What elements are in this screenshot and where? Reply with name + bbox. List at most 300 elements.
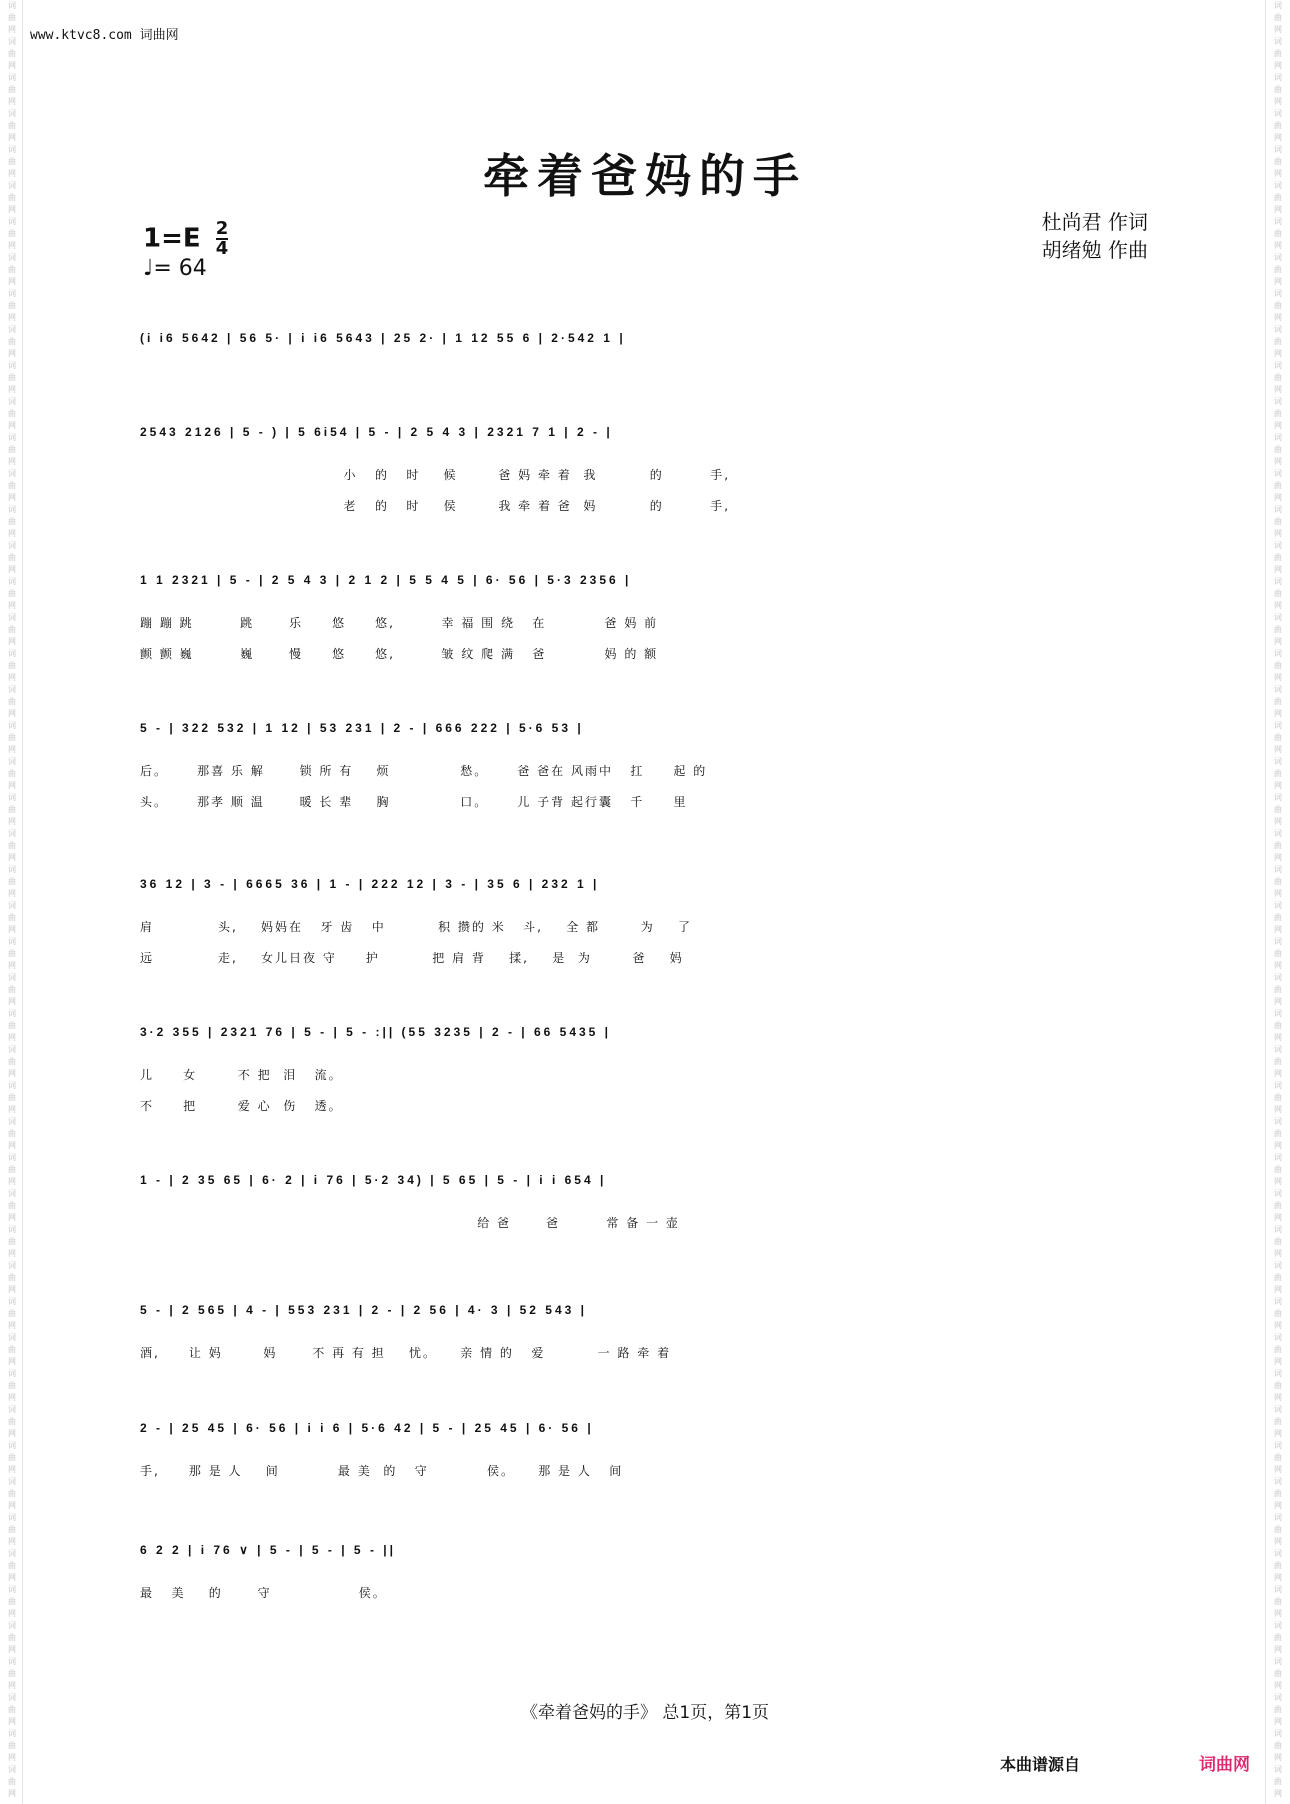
watermark-glyph: 曲 xyxy=(1274,337,1282,346)
watermark-glyph: 网 xyxy=(1274,313,1282,322)
score-system xyxy=(140,412,1148,522)
watermark-glyph: 曲 xyxy=(1274,661,1282,670)
watermark-glyph: 词 xyxy=(8,253,16,262)
watermark-glyph: 网 xyxy=(8,25,16,34)
watermark-glyph: 网 xyxy=(8,529,16,538)
watermark-glyph: 网 xyxy=(1274,1681,1282,1690)
watermark-glyph: 曲 xyxy=(1274,13,1282,22)
lyric-line: 远 走, 女儿日夜 守 护 把 肩 背 揉, 是 为 爸 妈 xyxy=(140,951,684,965)
watermark-glyph: 曲 xyxy=(8,1453,16,1462)
watermark-glyph: 词 xyxy=(8,181,16,190)
watermark-glyph: 词 xyxy=(8,1729,16,1738)
right-watermark-strip xyxy=(1268,0,1288,1804)
watermark-glyph: 曲 xyxy=(8,1057,16,1066)
watermark-glyph: 网 xyxy=(1274,1285,1282,1294)
watermark-glyph: 网 xyxy=(1274,1789,1282,1798)
watermark-glyph: 词 xyxy=(1274,1657,1282,1666)
watermark-glyph: 网 xyxy=(8,565,16,574)
score-system xyxy=(140,1160,1148,1239)
watermark-glyph: 词 xyxy=(8,1,16,10)
watermark-glyph: 曲 xyxy=(1274,1741,1282,1750)
notation-line: 36 12 | 3 - | 6665 36 | 1 - | 222 12 | 3 - | 35 6 | 232 1 | xyxy=(140,877,600,891)
watermark-glyph: 网 xyxy=(1274,1753,1282,1762)
watermark-glyph: 网 xyxy=(1274,601,1282,610)
watermark-glyph: 曲 xyxy=(8,85,16,94)
watermark-glyph: 曲 xyxy=(1274,1057,1282,1066)
watermark-glyph: 词 xyxy=(1274,1441,1282,1450)
watermark-glyph: 词 xyxy=(8,937,16,946)
watermark-glyph: 词 xyxy=(8,685,16,694)
watermark-glyph: 曲 xyxy=(1274,1129,1282,1138)
song-title: 牵着爸妈的手 xyxy=(483,149,807,203)
watermark-glyph: 曲 xyxy=(8,1273,16,1282)
watermark-glyph: 词 xyxy=(8,1153,16,1162)
watermark-glyph: 网 xyxy=(8,601,16,610)
notation-line: 3·2 355 | 2321 76 | 5 - | 5 - :|| (55 3235 | 2 - | 66 5435 | xyxy=(140,1025,612,1039)
watermark-glyph: 曲 xyxy=(1274,733,1282,742)
score-system xyxy=(140,1408,1148,1487)
watermark-glyph: 网 xyxy=(1274,997,1282,1006)
watermark-glyph: 网 xyxy=(8,421,16,430)
watermark-glyph: 曲 xyxy=(8,1777,16,1786)
watermark-glyph: 曲 xyxy=(8,1093,16,1102)
watermark-glyph: 词 xyxy=(8,1189,16,1198)
watermark-glyph: 词 xyxy=(1274,145,1282,154)
watermark-glyph: 网 xyxy=(8,925,16,934)
watermark-glyph: 网 xyxy=(8,745,16,754)
watermark-glyph: 词 xyxy=(1274,1549,1282,1558)
watermark-glyph: 曲 xyxy=(1274,157,1282,166)
lyric-line: 儿 女 不 把 泪 流。 xyxy=(140,1068,343,1082)
watermark-glyph: 曲 xyxy=(8,1381,16,1390)
watermark-glyph: 曲 xyxy=(1274,1777,1282,1786)
watermark-glyph: 网 xyxy=(8,1249,16,1258)
watermark-glyph: 网 xyxy=(1274,277,1282,286)
watermark-glyph: 曲 xyxy=(1274,409,1282,418)
watermark-glyph: 词 xyxy=(8,1513,16,1522)
watermark-glyph: 词 xyxy=(8,505,16,514)
watermark-glyph: 词 xyxy=(1274,757,1282,766)
site-url[interactable]: www.ktvc8.com 词曲网 xyxy=(30,28,179,43)
watermark-glyph: 网 xyxy=(1274,1609,1282,1618)
watermark-glyph: 词 xyxy=(1274,181,1282,190)
watermark-glyph: 曲 xyxy=(1274,445,1282,454)
watermark-glyph: 词 xyxy=(8,973,16,982)
watermark-glyph: 曲 xyxy=(1274,121,1282,130)
watermark-glyph: 网 xyxy=(8,1501,16,1510)
watermark-glyph: 网 xyxy=(1274,385,1282,394)
watermark-glyph: 词 xyxy=(1274,865,1282,874)
lyric-line: 不 把 爱 心 伤 透。 xyxy=(140,1099,343,1113)
watermark-glyph: 词 xyxy=(1274,613,1282,622)
watermark-glyph: 曲 xyxy=(8,1309,16,1318)
watermark-glyph: 词 xyxy=(1274,1693,1282,1702)
watermark-glyph: 曲 xyxy=(1274,1525,1282,1534)
watermark-glyph: 网 xyxy=(1274,1105,1282,1114)
watermark-glyph: 曲 xyxy=(8,1705,16,1714)
watermark-glyph: 词 xyxy=(1274,793,1282,802)
watermark-glyph: 曲 xyxy=(8,1561,16,1570)
watermark-glyph: 词 xyxy=(8,1585,16,1594)
watermark-glyph: 词 xyxy=(1274,433,1282,442)
watermark-glyph: 曲 xyxy=(1274,1345,1282,1354)
watermark-glyph: 网 xyxy=(8,1105,16,1114)
watermark-glyph: 网 xyxy=(1274,529,1282,538)
watermark-glyph: 网 xyxy=(1274,169,1282,178)
lyric-line: 小 的 时 候 爸 妈 牵 着 我 的 手, xyxy=(140,468,731,482)
watermark-glyph: 网 xyxy=(1274,889,1282,898)
notation-line: (i i6 5642 | 56 5· | i i6 5643 | 25 2· | 1 12 55 6 | 2·542 1 | xyxy=(140,331,626,345)
watermark-glyph: 词 xyxy=(1274,721,1282,730)
lyric-line: 手, 那 是 人 间 最 美 的 守 侯。 那 是 人 间 xyxy=(140,1464,624,1478)
watermark-glyph: 词 xyxy=(8,1369,16,1378)
watermark-glyph: 曲 xyxy=(8,1417,16,1426)
watermark-glyph: 词 xyxy=(8,469,16,478)
watermark-glyph: 词 xyxy=(8,1117,16,1126)
watermark-glyph: 曲 xyxy=(1274,481,1282,490)
key-label: 1=E xyxy=(143,223,201,254)
watermark-glyph: 网 xyxy=(8,1537,16,1546)
watermark-glyph: 网 xyxy=(8,997,16,1006)
watermark-glyph: 网 xyxy=(1274,673,1282,682)
watermark-glyph: 曲 xyxy=(8,1669,16,1678)
watermark-glyph: 网 xyxy=(8,637,16,646)
watermark-glyph: 词 xyxy=(8,1405,16,1414)
watermark-glyph: 曲 xyxy=(8,1201,16,1210)
left-margin-line xyxy=(22,0,23,1804)
watermark-glyph: 词 xyxy=(8,1441,16,1450)
score-system xyxy=(140,864,1148,974)
watermark-glyph: 网 xyxy=(1274,1393,1282,1402)
watermark-glyph: 曲 xyxy=(8,481,16,490)
page-footer: 《牵着爸妈的手》 总1页，第1页 xyxy=(520,1703,770,1723)
watermark-glyph: 曲 xyxy=(1274,373,1282,382)
watermark-glyph: 曲 xyxy=(8,697,16,706)
watermark-glyph: 网 xyxy=(1274,925,1282,934)
watermark-glyph: 词 xyxy=(1274,37,1282,46)
watermark-glyph: 曲 xyxy=(8,1129,16,1138)
watermark-glyph: 曲 xyxy=(1274,985,1282,994)
credits xyxy=(1042,208,1148,264)
watermark-glyph: 词 xyxy=(8,37,16,46)
watermark-glyph: 曲 xyxy=(8,265,16,274)
watermark-glyph: 网 xyxy=(8,1141,16,1150)
watermark-glyph: 曲 xyxy=(8,337,16,346)
watermark-glyph: 网 xyxy=(8,1393,16,1402)
watermark-glyph: 网 xyxy=(1274,61,1282,70)
watermark-glyph: 曲 xyxy=(1274,1705,1282,1714)
watermark-glyph: 网 xyxy=(1274,1321,1282,1330)
watermark-glyph: 词 xyxy=(1274,469,1282,478)
watermark-glyph: 网 xyxy=(1274,1213,1282,1222)
watermark-glyph: 曲 xyxy=(8,589,16,598)
watermark-glyph: 词 xyxy=(8,865,16,874)
tempo-marking: ♩= 64 xyxy=(143,256,207,281)
watermark-glyph: 词 xyxy=(1274,1225,1282,1234)
watermark-glyph: 词 xyxy=(1274,109,1282,118)
watermark-glyph: 曲 xyxy=(8,553,16,562)
watermark-glyph: 网 xyxy=(8,97,16,106)
watermark-glyph: 网 xyxy=(8,1033,16,1042)
watermark-glyph: 曲 xyxy=(1274,1417,1282,1426)
watermark-glyph: 词 xyxy=(8,109,16,118)
watermark-glyph: 词 xyxy=(1274,541,1282,550)
watermark-glyph: 词 xyxy=(8,1333,16,1342)
watermark-glyph: 网 xyxy=(1274,1033,1282,1042)
watermark-glyph: 词 xyxy=(1274,685,1282,694)
watermark-glyph: 网 xyxy=(1274,421,1282,430)
watermark-glyph: 网 xyxy=(8,169,16,178)
watermark-glyph: 词 xyxy=(8,1621,16,1630)
lyric-line: 给 爸 爸 常 备 一 壶 xyxy=(140,1216,680,1230)
score-system xyxy=(140,708,1148,818)
score-system xyxy=(140,318,1148,358)
watermark-glyph: 网 xyxy=(1274,205,1282,214)
watermark-glyph: 词 xyxy=(8,217,16,226)
watermark-glyph: 词 xyxy=(8,613,16,622)
watermark-glyph: 词 xyxy=(1274,1477,1282,1486)
time-signature xyxy=(216,220,229,258)
watermark-glyph: 曲 xyxy=(8,1237,16,1246)
watermark-glyph: 曲 xyxy=(8,625,16,634)
watermark-glyph: 曲 xyxy=(1274,229,1282,238)
watermark-glyph: 网 xyxy=(8,1357,16,1366)
lyric-line: 颤 颤 巍 巍 慢 悠 悠, 皱 纹 爬 满 爸 妈 的 额 xyxy=(140,647,659,661)
watermark-glyph: 网 xyxy=(1274,1429,1282,1438)
watermark-glyph: 词 xyxy=(1274,505,1282,514)
watermark-glyph: 曲 xyxy=(1274,1237,1282,1246)
watermark-glyph: 网 xyxy=(8,1213,16,1222)
watermark-glyph: 曲 xyxy=(1274,697,1282,706)
watermark-glyph: 词 xyxy=(1274,1765,1282,1774)
watermark-glyph: 词 xyxy=(1274,1045,1282,1054)
watermark-glyph: 词 xyxy=(8,541,16,550)
watermark-glyph: 网 xyxy=(1274,1645,1282,1654)
composer-credit: 胡绪勉 作曲 xyxy=(1041,238,1148,262)
watermark-glyph: 曲 xyxy=(8,769,16,778)
watermark-glyph: 曲 xyxy=(8,1489,16,1498)
watermark-glyph: 网 xyxy=(8,133,16,142)
watermark-glyph: 曲 xyxy=(8,1741,16,1750)
watermark-glyph: 网 xyxy=(1274,25,1282,34)
watermark-glyph: 词 xyxy=(8,289,16,298)
watermark-glyph: 网 xyxy=(8,1789,16,1798)
watermark-glyph: 网 xyxy=(8,457,16,466)
watermark-glyph: 词 xyxy=(8,829,16,838)
notation-line: 5 - | 2 565 | 4 - | 553 231 | 2 - | 2 56 | 4· 3 | 52 543 | xyxy=(140,1303,588,1317)
watermark-glyph: 网 xyxy=(8,385,16,394)
watermark-glyph: 曲 xyxy=(8,157,16,166)
source-label: 本曲谱源自 xyxy=(999,1755,1080,1774)
watermark-glyph: 曲 xyxy=(1274,1273,1282,1282)
watermark-glyph: 网 xyxy=(1274,241,1282,250)
watermark-glyph: 曲 xyxy=(1274,1489,1282,1498)
watermark-glyph: 曲 xyxy=(1274,1633,1282,1642)
watermark-glyph: 曲 xyxy=(8,877,16,886)
watermark-glyph: 网 xyxy=(1274,1177,1282,1186)
watermark-glyph: 网 xyxy=(8,205,16,214)
watermark-glyph: 网 xyxy=(1274,1357,1282,1366)
watermark-glyph: 词 xyxy=(1274,1081,1282,1090)
watermark-glyph: 网 xyxy=(8,817,16,826)
watermark-glyph: 网 xyxy=(1274,565,1282,574)
watermark-glyph: 曲 xyxy=(8,1345,16,1354)
watermark-glyph: 词 xyxy=(1274,253,1282,262)
watermark-glyph: 词 xyxy=(8,649,16,658)
watermark-glyph: 词 xyxy=(1274,1189,1282,1198)
watermark-glyph: 词 xyxy=(8,145,16,154)
watermark-glyph: 曲 xyxy=(8,661,16,670)
watermark-glyph: 曲 xyxy=(1274,1309,1282,1318)
watermark-glyph: 网 xyxy=(8,349,16,358)
watermark-glyph: 词 xyxy=(8,1297,16,1306)
watermark-glyph: 曲 xyxy=(1274,265,1282,274)
notation-line: 6 2 2 | i 76 ∨ | 5 - | 5 - | 5 - || xyxy=(140,1543,396,1557)
watermark-glyph: 网 xyxy=(8,1717,16,1726)
watermark-glyph: 曲 xyxy=(1274,625,1282,634)
watermark-glyph: 曲 xyxy=(8,985,16,994)
watermark-glyph: 曲 xyxy=(1274,841,1282,850)
watermark-glyph: 词 xyxy=(8,1549,16,1558)
watermark-glyph: 曲 xyxy=(1274,877,1282,886)
watermark-glyph: 曲 xyxy=(8,949,16,958)
brand-link[interactable]: 词曲网 xyxy=(1199,1755,1250,1775)
watermark-glyph: 网 xyxy=(1274,133,1282,142)
watermark-glyph: 曲 xyxy=(1274,517,1282,526)
watermark-glyph: 曲 xyxy=(8,1165,16,1174)
watermark-glyph: 网 xyxy=(1274,493,1282,502)
watermark-glyph: 曲 xyxy=(1274,85,1282,94)
watermark-glyph: 词 xyxy=(8,901,16,910)
lyric-line: 头。 那孝 顺 温 暖 长 辈 胸 口。 儿 子背 起行囊 千 里 xyxy=(140,795,688,809)
watermark-glyph: 网 xyxy=(1274,853,1282,862)
watermark-glyph: 词 xyxy=(1274,1333,1282,1342)
notation-line: 2 - | 25 45 | 6· 56 | i i 6 | 5·6 42 | 5 - | 25 45 | 6· 56 | xyxy=(140,1421,594,1435)
watermark-glyph: 曲 xyxy=(1274,553,1282,562)
key-signature xyxy=(143,220,228,258)
score-system xyxy=(140,560,1148,670)
right-margin-line xyxy=(1265,0,1266,1804)
watermark-glyph: 网 xyxy=(8,961,16,970)
watermark-glyph: 词 xyxy=(1274,1117,1282,1126)
watermark-glyph: 网 xyxy=(8,1177,16,1186)
watermark-glyph: 曲 xyxy=(1274,193,1282,202)
watermark-glyph: 词 xyxy=(1274,217,1282,226)
lyric-line: 肩 头, 妈妈在 牙 齿 中 积 攒的 米 斗, 全 都 为 了 xyxy=(140,920,692,934)
watermark-glyph: 曲 xyxy=(1274,49,1282,58)
watermark-glyph: 网 xyxy=(1274,1069,1282,1078)
watermark-glyph: 词 xyxy=(1274,973,1282,982)
watermark-glyph: 曲 xyxy=(1274,589,1282,598)
watermark-glyph: 曲 xyxy=(8,913,16,922)
watermark-glyph: 词 xyxy=(1274,1369,1282,1378)
watermark-glyph: 曲 xyxy=(1274,805,1282,814)
watermark-glyph: 词 xyxy=(8,1765,16,1774)
watermark-glyph: 网 xyxy=(1274,457,1282,466)
watermark-glyph: 词 xyxy=(8,361,16,370)
watermark-glyph: 词 xyxy=(1274,1009,1282,1018)
watermark-glyph: 曲 xyxy=(8,409,16,418)
watermark-glyph: 词 xyxy=(1274,1621,1282,1630)
watermark-glyph: 词 xyxy=(1274,649,1282,658)
watermark-glyph: 网 xyxy=(1274,1249,1282,1258)
watermark-glyph: 曲 xyxy=(1274,1201,1282,1210)
watermark-glyph: 曲 xyxy=(8,805,16,814)
watermark-glyph: 词 xyxy=(8,757,16,766)
watermark-glyph: 网 xyxy=(8,1321,16,1330)
watermark-glyph: 词 xyxy=(1274,937,1282,946)
watermark-glyph: 曲 xyxy=(1274,301,1282,310)
watermark-glyph: 词 xyxy=(1274,1513,1282,1522)
watermark-glyph: 词 xyxy=(8,1081,16,1090)
watermark-glyph: 词 xyxy=(8,721,16,730)
watermark-glyph: 网 xyxy=(8,313,16,322)
lyric-line: 最 美 的 守 侯。 xyxy=(140,1586,387,1600)
watermark-glyph: 词 xyxy=(1274,1297,1282,1306)
watermark-glyph: 网 xyxy=(1274,817,1282,826)
watermark-glyph: 网 xyxy=(1274,961,1282,970)
watermark-glyph: 词 xyxy=(8,1477,16,1486)
watermark-glyph: 曲 xyxy=(1274,1561,1282,1570)
score-system xyxy=(140,1530,1148,1609)
watermark-glyph: 词 xyxy=(1274,397,1282,406)
watermark-glyph: 词 xyxy=(1274,1405,1282,1414)
watermark-glyph: 词 xyxy=(1274,325,1282,334)
watermark-glyph: 曲 xyxy=(8,121,16,130)
notation-line: 5 - | 322 532 | 1 12 | 53 231 | 2 - | 666 222 | 5·6 53 | xyxy=(140,721,584,735)
watermark-glyph: 词 xyxy=(8,1225,16,1234)
watermark-glyph: 曲 xyxy=(8,517,16,526)
watermark-glyph: 词 xyxy=(1274,577,1282,586)
watermark-glyph: 网 xyxy=(8,1285,16,1294)
watermark-glyph: 网 xyxy=(8,61,16,70)
watermark-glyph: 词 xyxy=(8,1009,16,1018)
watermark-glyph: 网 xyxy=(8,1645,16,1654)
notation-line: 2543 2126 | 5 - ) | 5 6i54 | 5 - | 2 5 4 3 | 2321 7 1 | 2 - | xyxy=(140,425,613,439)
watermark-glyph: 网 xyxy=(1274,349,1282,358)
watermark-glyph: 曲 xyxy=(8,733,16,742)
watermark-glyph: 曲 xyxy=(8,49,16,58)
watermark-glyph: 网 xyxy=(1274,709,1282,718)
watermark-glyph: 曲 xyxy=(8,1021,16,1030)
watermark-glyph: 网 xyxy=(8,1681,16,1690)
lyricist-credit: 杜尚君 作词 xyxy=(1041,210,1148,234)
watermark-glyph: 曲 xyxy=(8,13,16,22)
watermark-glyph: 词 xyxy=(8,325,16,334)
watermark-glyph: 词 xyxy=(8,1261,16,1270)
watermark-glyph: 曲 xyxy=(8,841,16,850)
watermark-glyph: 词 xyxy=(1274,289,1282,298)
watermark-glyph: 网 xyxy=(1274,1465,1282,1474)
watermark-glyph: 词 xyxy=(1274,901,1282,910)
watermark-glyph: 曲 xyxy=(1274,1381,1282,1390)
watermark-glyph: 网 xyxy=(8,1573,16,1582)
watermark-glyph: 词 xyxy=(1274,1153,1282,1162)
watermark-glyph: 网 xyxy=(1274,1141,1282,1150)
watermark-glyph: 网 xyxy=(8,277,16,286)
watermark-glyph: 网 xyxy=(8,1069,16,1078)
watermark-glyph: 词 xyxy=(8,1693,16,1702)
watermark-glyph: 词 xyxy=(8,73,16,82)
watermark-glyph: 词 xyxy=(1274,1261,1282,1270)
watermark-glyph: 网 xyxy=(1274,1573,1282,1582)
watermark-glyph: 曲 xyxy=(1274,1669,1282,1678)
watermark-glyph: 曲 xyxy=(1274,1093,1282,1102)
watermark-glyph: 网 xyxy=(1274,97,1282,106)
watermark-glyph: 曲 xyxy=(1274,913,1282,922)
watermark-glyph: 词 xyxy=(1274,1,1282,10)
watermark-glyph: 网 xyxy=(8,781,16,790)
